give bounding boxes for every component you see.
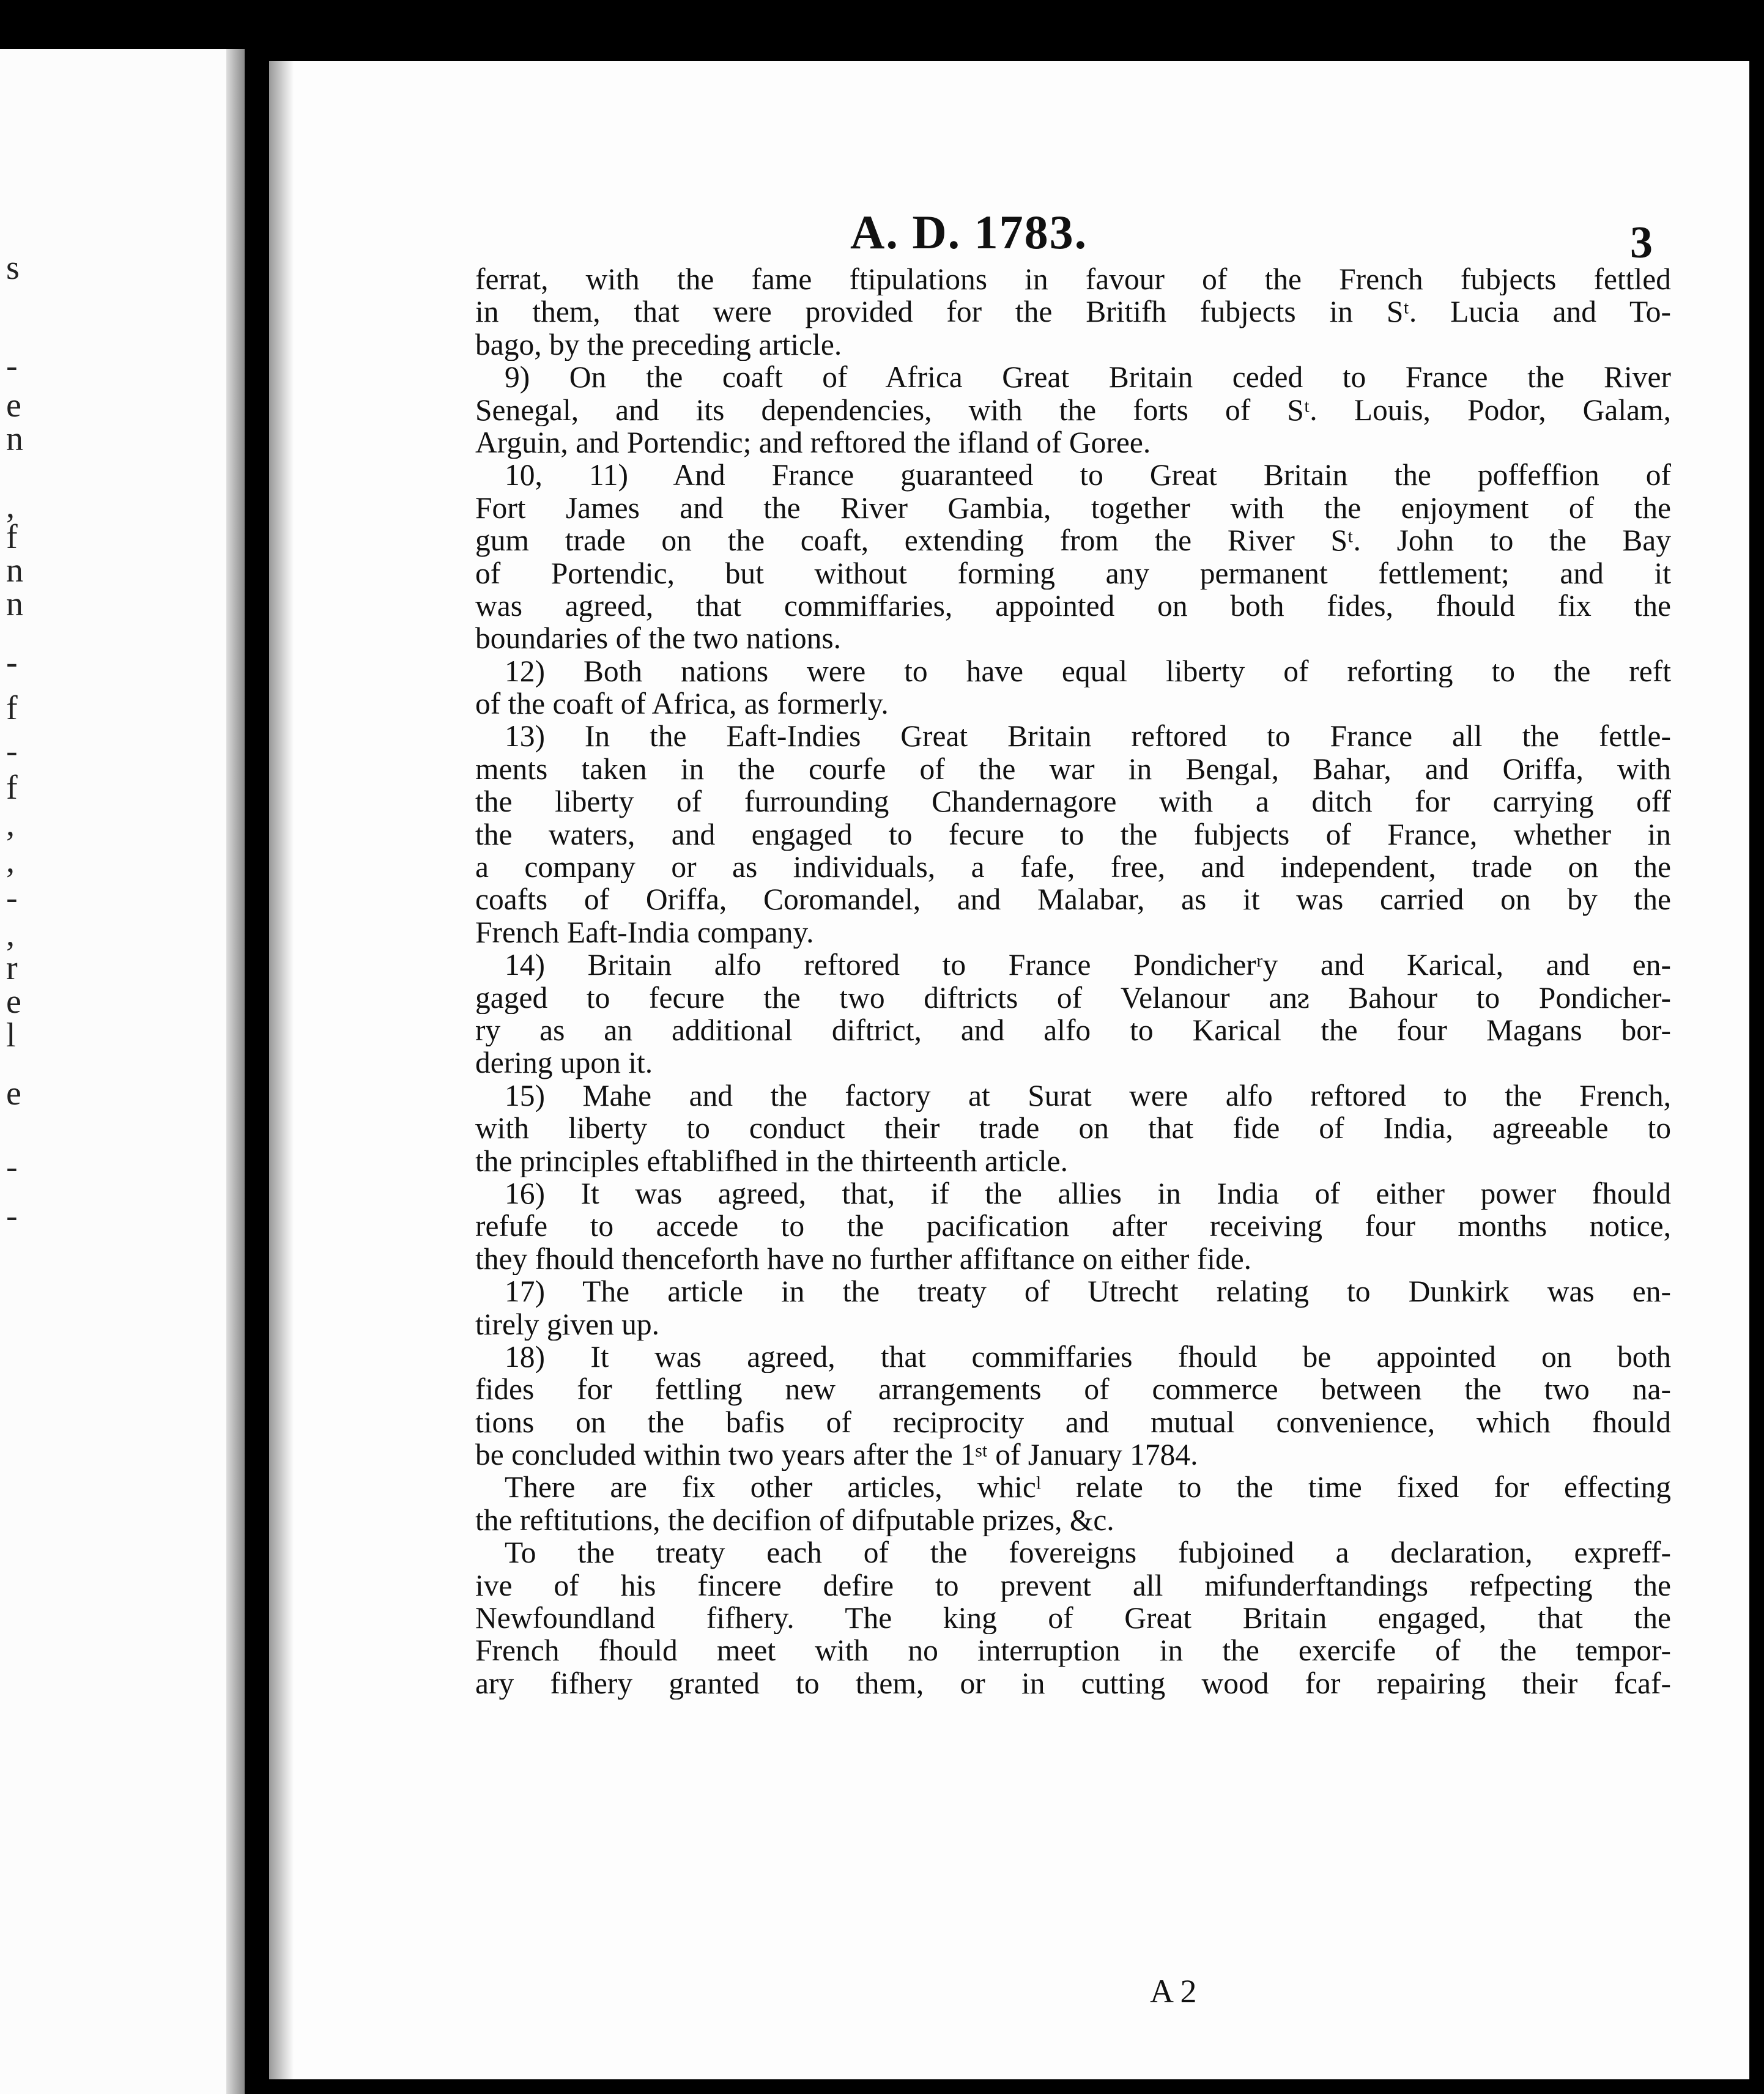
text-line: the waters, and engaged to fecure to the fubjects of France, whether in <box>475 818 1671 851</box>
text-line: To the treaty each of the fovereigns fubjoined a declaration, expreff- <box>505 1536 1671 1569</box>
fragment: - <box>6 1197 18 1235</box>
previous-page-edge <box>0 49 245 2094</box>
text-line: ary fifhery granted to them, or in cutting wood for repairing their fcaf- <box>475 1667 1671 1700</box>
fragment: - <box>6 643 18 681</box>
text-line: 18) It was agreed, that commiffaries fhould be appointed on both <box>505 1340 1671 1374</box>
text-line: refufe to accede to the pacification after receiving four months notice, <box>475 1210 1671 1243</box>
text-line: ive of his fincere defire to prevent all mifunderftandings refpecting the <box>475 1569 1671 1602</box>
running-head: A. D. 1783. <box>850 205 1088 259</box>
text-line: with liberty to conduct their trade on that fide of India, agreeable to <box>475 1112 1671 1145</box>
fragment: s <box>6 249 20 287</box>
text-line: a company or as individuals, a fafe, free, and independent, trade on the <box>475 851 1671 884</box>
page-number: 3 <box>1630 218 1653 268</box>
fragment: , <box>6 842 15 880</box>
text-line: in them, that were provided for the Britifh fubjects in Sᵗ. Lucia and To- <box>475 295 1671 328</box>
text-line: the principles eftablifhed in the thirteenth article. <box>475 1144 1068 1177</box>
text-line: 10, 11) And France guaranteed to Great Britain the poffeffion of <box>505 459 1671 492</box>
text-line: was agreed, that commiffaries, appointed on both fides, fhould fix the <box>475 589 1671 623</box>
text-line: Fort James and the River Gambia, together with the enjoyment of the <box>475 491 1671 525</box>
fragment: - <box>6 879 18 917</box>
fragment: n <box>6 420 23 458</box>
fragment: n <box>6 552 23 590</box>
text-line: 16) It was agreed, that, if the allies in India of either power fhould <box>505 1177 1671 1210</box>
fragment: - <box>6 1148 18 1186</box>
book-page <box>269 61 1749 2079</box>
text-line: ry as an additional diftrict, and alfo to Karical the four Magans bor- <box>475 1013 1671 1047</box>
fragment: , <box>6 805 15 843</box>
text-line: 14) Britain alfo reftored to France Pondicherʳy and Karical, and en- <box>505 949 1671 982</box>
fragment: , <box>6 916 15 953</box>
text-line: 12) Both nations were to have equal liberty of reforting to the reft <box>505 654 1671 688</box>
text-line: the reftitutions, the decifion of difputable prizes, &c. <box>475 1503 1114 1537</box>
text-line: coafts of Oriffa, Coromandel, and Malabar, as it was carried on by the <box>475 883 1671 916</box>
body-text <box>475 263 1671 1700</box>
text-line: 13) In the Eaft-Indies Great Britain reftored to France all the fettle- <box>505 720 1671 753</box>
text-line: they fhould thenceforth have no further affiftance on either fide. <box>475 1242 1252 1276</box>
fragment: n <box>6 585 23 623</box>
signature-mark: A 2 <box>1150 1973 1197 2010</box>
text-line: ments taken in the courfe of the war in Bengal, Bahar, and Oriffa, with <box>475 752 1671 786</box>
fragment: f <box>6 518 18 556</box>
text-line: gaged to fecure the two diftricts of Velanour anᴤ Bahour to Pondicher- <box>475 981 1671 1014</box>
gutter-shadow <box>226 49 245 2094</box>
text-line: boundaries of the two nations. <box>475 622 842 655</box>
text-line: fides for fettling new arrangements of commerce between the two na- <box>475 1373 1671 1406</box>
text-line: gum trade on the coaft, extending from the River Sᵗ. John to the Bay <box>475 524 1671 557</box>
fragment: e <box>6 983 21 1021</box>
text-line: bago, by the preceding article. <box>475 328 842 361</box>
text-line: tions on the bafis of reciprocity and mutual convenience, which fhould <box>475 1405 1671 1439</box>
text-line: Newfoundland fifhery. The king of Great Britain engaged, that the <box>475 1602 1671 1635</box>
text-line: be concluded within two years after the 1ˢᵗ of January 1784. <box>475 1438 1198 1471</box>
text-line: French Eaft-India company. <box>475 916 814 949</box>
text-line: Arguin, and Portendic; and reftored the ifland of Goree. <box>475 426 1151 459</box>
fragment: r <box>6 949 18 987</box>
text-line: ferrat, with the fame ftipulations in favour of the French fubjects fettled <box>475 263 1671 296</box>
fragment: - <box>6 732 18 770</box>
fragment: l <box>6 1016 16 1054</box>
fragment: f <box>6 769 18 807</box>
text-line: tirely given up. <box>475 1308 660 1341</box>
fragment: - <box>6 347 18 385</box>
text-line: 15) Mahe and the factory at Surat were alfo reftored to the French, <box>505 1079 1671 1112</box>
text-line: 17) The article in the treaty of Utrecht relating to Dunkirk was en- <box>505 1275 1671 1308</box>
fragment: e <box>6 387 21 424</box>
previous-page-fragments <box>0 49 37 2094</box>
text-line: dering upon it. <box>475 1046 653 1079</box>
fragment: f <box>6 689 18 727</box>
text-line: French fhould meet with no interruption in the exercife of the tempor- <box>475 1634 1671 1667</box>
text-line: of Portendic, but without forming any permanent fettlement; and it <box>475 557 1671 590</box>
fragment: e <box>6 1075 21 1112</box>
text-line: 9) On the coaft of Africa Great Britain ceded to France the River <box>505 361 1671 394</box>
text-line: There are fix other articles, whicˡ relate to the time fixed for effecting <box>505 1471 1671 1504</box>
text-line: Senegal, and its dependencies, with the forts of Sᵗ. Louis, Podor, Galam, <box>475 393 1671 426</box>
text-line: the liberty of furrounding Chandernagore with a ditch for carrying off <box>475 785 1671 818</box>
fragment: , <box>6 487 15 525</box>
text-line: of the coaft of Africa, as formerly. <box>475 687 889 720</box>
